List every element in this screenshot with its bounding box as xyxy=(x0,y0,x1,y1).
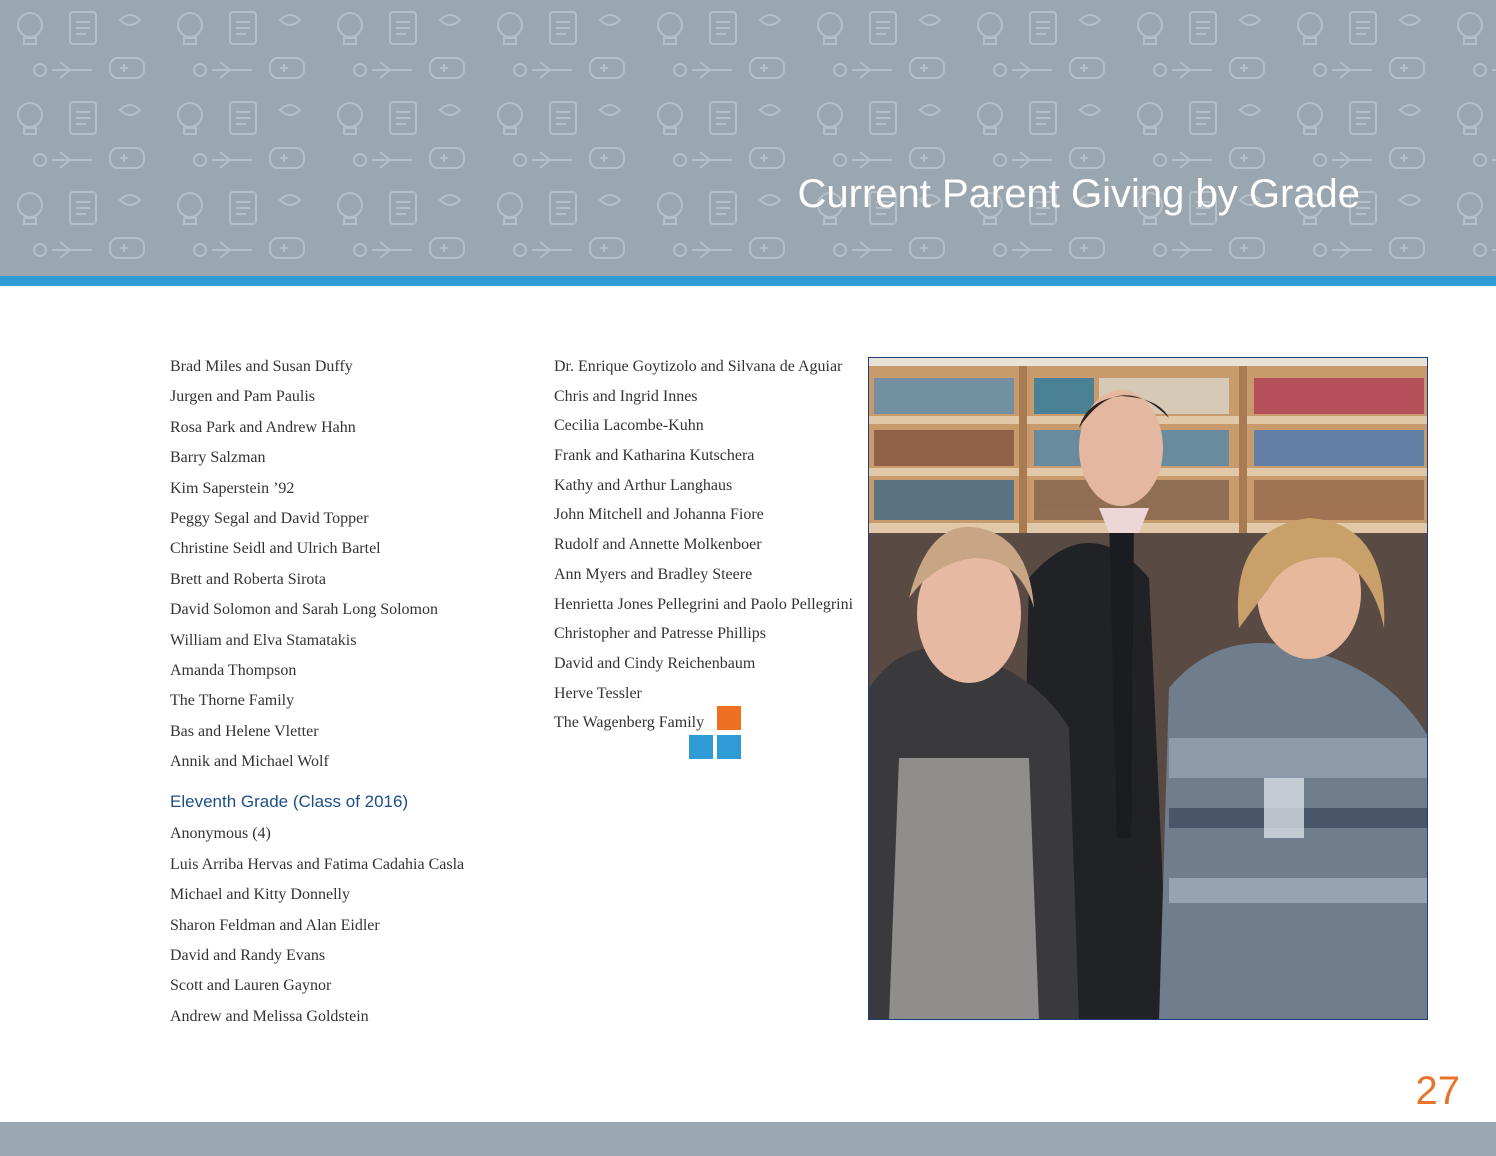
event-photo-illustration xyxy=(869,358,1428,1020)
decorative-orange-square xyxy=(717,706,741,730)
icon-pattern-background xyxy=(0,0,1496,276)
donor-name: William and Elva Stamatakis xyxy=(170,631,357,649)
donor-name: Herve Tessler xyxy=(554,684,642,702)
donor-name: Jurgen and Pam Paulis xyxy=(170,388,316,406)
donor-name: Kathy and Arthur Langhaus xyxy=(554,476,733,494)
donor-name: Barry Salzman xyxy=(170,449,266,467)
donor-name: The Thorne Family xyxy=(170,692,295,710)
donor-name: Michael and Kitty Donnelly xyxy=(170,886,350,904)
page-title: Current Parent Giving by Grade xyxy=(797,172,1360,216)
grade-section-heading: Eleventh Grade (Class of 2016) xyxy=(170,792,409,812)
donor-name: Luis Arriba Hervas and Fatima Cadahia Casla xyxy=(170,855,465,873)
donor-name: Kim Saperstein ’92 xyxy=(170,479,295,497)
donor-name: Brett and Roberta Sirota xyxy=(170,570,326,588)
donor-name: The Wagenberg Family xyxy=(554,714,705,732)
donor-name: Cecilia Lacombe-Kuhn xyxy=(554,417,704,435)
donor-name: David Solomon and Sarah Long Solomon xyxy=(170,601,438,619)
donor-name: John Mitchell and Johanna Fiore xyxy=(554,506,764,524)
donor-name: Scott and Lauren Gaynor xyxy=(170,977,332,995)
donor-column-1 xyxy=(170,352,540,1032)
donor-name: Andrew and Melissa Goldstein xyxy=(170,1007,369,1025)
decorative-blue-square xyxy=(717,735,741,759)
decorative-blue-square xyxy=(689,735,713,759)
donor-name: Rosa Park and Andrew Hahn xyxy=(170,418,356,436)
page-header xyxy=(0,0,1496,276)
header-accent-rule xyxy=(0,276,1496,286)
event-photo xyxy=(868,357,1428,1020)
donor-name: David and Cindy Reichenbaum xyxy=(554,654,756,672)
donor-name: Chris and Ingrid Innes xyxy=(554,387,698,405)
donor-name: Bas and Helene Vletter xyxy=(170,722,319,740)
donor-name: Christine Seidl and Ulrich Bartel xyxy=(170,540,381,558)
donor-name: Anonymous (4) xyxy=(170,825,271,843)
donor-name: Peggy Segal and David Topper xyxy=(170,509,369,527)
donor-name: Frank and Katharina Kutschera xyxy=(554,447,755,465)
donor-column-2 xyxy=(554,352,864,738)
donor-name: Rudolf and Annette Molkenboer xyxy=(554,536,762,554)
donor-name: Brad Miles and Susan Duffy xyxy=(170,358,353,375)
page-number: 27 xyxy=(1415,1069,1460,1113)
donor-name: Henrietta Jones Pellegrini and Paolo Pellegrini xyxy=(554,595,854,613)
donor-name: Sharon Feldman and Alan Eidler xyxy=(170,916,380,934)
donor-name: Ann Myers and Bradley Steere xyxy=(554,565,753,583)
donor-name: David and Randy Evans xyxy=(170,947,326,965)
donor-name: Dr. Enrique Goytizolo and Silvana de Aguiar xyxy=(554,358,843,375)
donor-name: Annik and Michael Wolf xyxy=(170,753,329,771)
donor-name: Amanda Thompson xyxy=(170,661,297,679)
donor-name: Christopher and Patresse Phillips xyxy=(554,625,766,643)
footer-bar xyxy=(0,1122,1496,1156)
